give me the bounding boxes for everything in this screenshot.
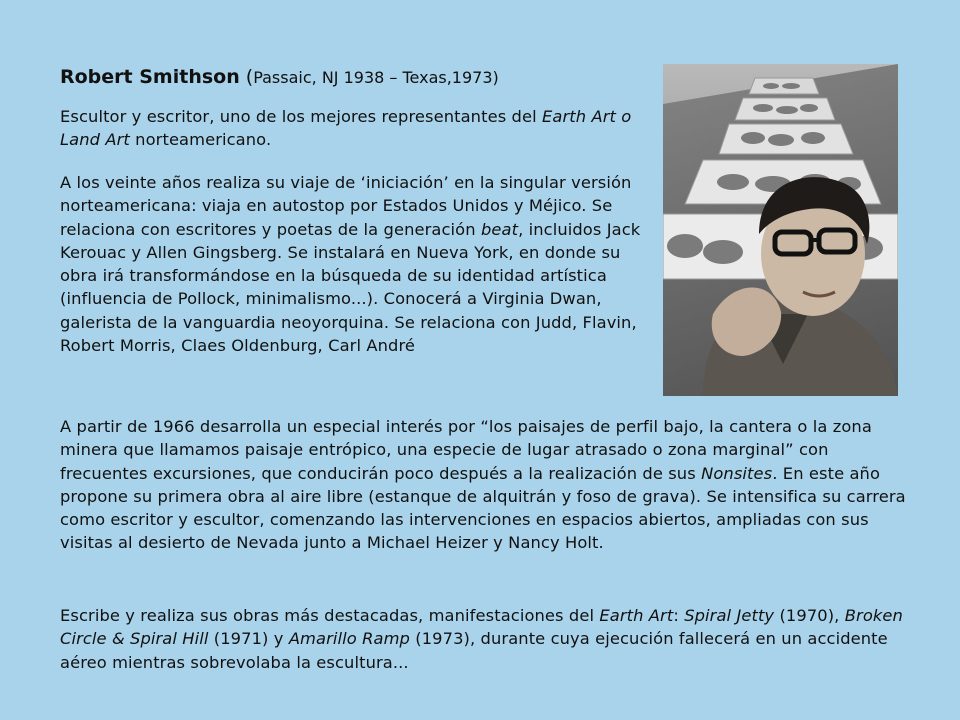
- italic-run: Earth Art o Land Art: [60, 107, 632, 150]
- title-paren: (: [239, 66, 254, 88]
- artist-photo: [663, 64, 898, 396]
- portrait-image: [663, 64, 898, 396]
- biography-paragraph: [60, 171, 652, 357]
- text-run: (1971) y: [208, 629, 289, 649]
- text-run: , incluidos Jack Kerouac y Allen Gingsberg. Se instalará en Nueva York, en donde su obra irá transformándose en la búsqueda de su identidad artística (influencia de Pollock, minimalismo...). Conocerá a Virginia Dwan, galerista de la vanguardia neoyorquina. Se relaciona con Judd, Flavin, Robert Morris, Claes Oldenburg, Carl André: [60, 219, 641, 356]
- major-works-paragraph: [60, 604, 910, 674]
- text-run: (1970),: [774, 606, 845, 625]
- artist-lifespan: Passaic, NJ 1938 – Texas,1973): [253, 68, 499, 87]
- text-run: . En este año propone su primera obra al aire libre (estanque de alquitrán y foso de grava). Se intensifica su carrera como escritor y escultor, comenzando las intervenciones en espacios abiertos, ampliadas con sus visitas al desierto de Nevada junto a Michael Heizer y Nancy Holt.: [60, 463, 906, 553]
- entropic-landscape-paragraph: [60, 415, 910, 555]
- text-run: :: [673, 606, 685, 625]
- text-run: A partir de 1966 desarrolla un especial interés por “los paisajes de perfil bajo, la cantera o la zona minera que llamamos paisaje entrópico, una especie de lugar atrasado o zona marginal” con frecuentes excursiones, que conducirán poco después a la realización de sus: [60, 417, 872, 483]
- italic-run: beat: [480, 219, 519, 239]
- text-run: norteamericano.: [129, 130, 272, 150]
- italic-run: Spiral Jetty: [684, 606, 775, 625]
- intro-paragraph: [60, 105, 645, 152]
- italic-run: Broken Circle & Spiral Hill: [60, 606, 903, 649]
- text-run: Escribe y realiza sus obras más destacadas, manifestaciones del: [60, 606, 600, 625]
- italic-run: Amarillo Ramp: [288, 629, 410, 649]
- italic-run: Earth Art: [599, 606, 674, 625]
- text-run: Escultor y escritor, uno de los mejores representantes del: [60, 107, 543, 126]
- italic-run: Nonsites: [701, 463, 773, 483]
- slide-title: [60, 64, 499, 91]
- text-run: A los veinte años realiza su viaje de ‘iniciación’ en la singular versión norteamericana: viaja en autostop por Estados Unidos y Méjico. Se relaciona con escritores y poetas de la generación: [60, 173, 632, 239]
- artist-name: Robert Smithson: [60, 66, 240, 88]
- text-run: (1973), durante cuya ejecución fallecerá en un accidente aéreo mientras sobrevolaba la escultura...: [60, 629, 888, 672]
